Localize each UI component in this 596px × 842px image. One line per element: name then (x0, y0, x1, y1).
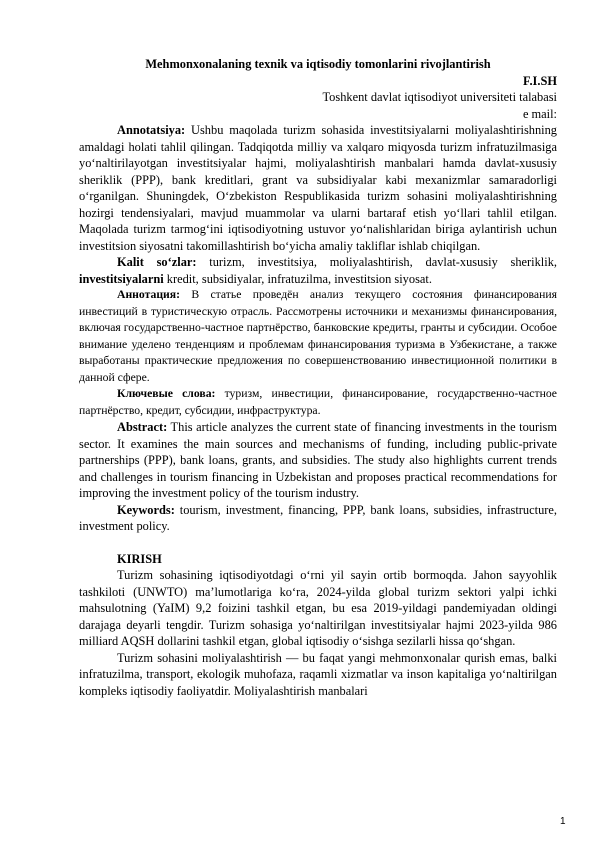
abstract-ru-text: В статье проведён анализ текущего состояния финансирования инвестиций в туристическую отрасль. Рассмотрены источники и механизмы финансирования, включая государственно-частное партнёрство, банковские кредиты, гранты и субсидии. Особое внимание уделено тенденциям и проблемам финансирования туризма в Узбекистане, а также выработаны практические предложения по совершенствованию инвестиционной политики в данной сфере. (79, 288, 557, 384)
keywords-uz-label: Kalit so‘zlar: (117, 255, 197, 269)
keywords-uz (79, 254, 557, 287)
keywords-ru (79, 386, 557, 419)
abstract-en-label: Abstract: (117, 420, 168, 434)
author-affiliation: Toshkent davlat iqtisodiyot universiteti talabasi (322, 90, 557, 104)
abstract-en (79, 419, 557, 502)
page-number: 1 (560, 816, 566, 827)
abstract-uz-label: Annotatsiya: (117, 123, 186, 137)
keywords-uz-bold-term: investitsiyalarni (79, 271, 164, 286)
abstract-uz-text: Ushbu maqolada turizm sohasida investitsiyalarni moliyalashtirishning amaldagi holati tahlil qilingan. Tadqiqotda milliy va xalqaro miqyosda turizm infratuzilmasiga yo‘naltirilayotgan investitsiyalar hajmi, moliyalashtirish manbalari hamda davlat-xususiy sheriklik (PPP), bank kreditlari, grant va subsidiyalar kabi mexanizmlar samaradorligi o‘rganilgan. Shuningdek, O‘zbekiston Respublikasida turizm sohasini moliyalashtirishning hozirgi tendensiyalari, mavjud muammolar va ularni bartaraf etish yo‘llari tahlil etilgan. Maqolada turizm tarmog‘ini iqtisodiyotning ustuvor yo‘nalishlaridan biriga aylantirish uchun investitsion siyosatni takomillashtirish bo‘yicha amaliy takliflar ishlab chiqilgan. (79, 123, 557, 253)
page-content (79, 56, 557, 699)
keywords-en (79, 502, 557, 535)
author-email: e mail: (522, 106, 557, 121)
abstract-en-text: This article analyzes the current state of financing investments in the tourism sector. It examines the main sources and mechanisms of funding, including public-private partnerships (PPP), bank loans, grants, and subsidies. The study also highlights current trends and challenges in tourism financing in Uzbekistan and proposes practical recommendations for improving the investment policy of the tourism industry. (79, 420, 557, 500)
abstract-uz (79, 122, 557, 254)
paper-title: Mehmonxonalaning texnik va iqtisodiy tomonlarini rivojlantirish (145, 57, 491, 71)
author-name: F.I.SH (523, 73, 557, 88)
section-heading-intro: KIRISH (117, 551, 162, 566)
keywords-uz-text-2: kredit, subsidiyalar, infratuzilma, investitsion siyosat. (163, 271, 432, 286)
keywords-en-label: Keywords: (117, 502, 175, 517)
keywords-en-text: tourism, investment, financing, PPP, bank loans, subsidies, infrastructure, investment policy. (79, 502, 557, 533)
section-spacer (79, 535, 557, 551)
abstract-ru-label: Аннотация: (117, 288, 181, 301)
keywords-ru-text: туризм, инвестиции, финансирование, государственно-частное партнёрство, кредит, субсидии, инфраструктура. (79, 387, 557, 417)
intro-paragraph-1: Turizm sohasining iqtisodiyotdagi o‘rni yil sayin ortib bormoqda. Jahon sayyohlik tashkiloti (UNWTO) ma’lumotlariga ko‘ra, 2024-yilda global turizm sektori yalpi ichki mahsulotning (YaIM) 9,2 foizini tashkil etgan, bu esa 2019-yildagi pandemiyadan oldingi darajaga deyarli tengdir. Turizm sohasiga yo‘naltirilgan investitsiyalar hajmi 2023-yilda 986 milliard AQSH dollarini tashkil etgan, global iqtisodiy o‘sishga sezilarli hissa qo‘shgan. (79, 568, 557, 648)
keywords-uz-text-1: turizm, investitsiya, moliyalashtirish, davlat-xususiy sheriklik, (196, 255, 557, 269)
intro-paragraph-2: Turizm sohasini moliyalashtirish — bu faqat yangi mehmonxonalar qurish emas, balki infratuzilma, transport, ekologik muhofaza, raqamli xizmatlar va inson kapitaliga yo‘naltirilgan kompleks iqtisodiy faoliyatdir. Moliyalashtirish manbalari (79, 650, 557, 698)
abstract-ru (79, 287, 557, 386)
keywords-ru-label: Ключевые слова: (117, 387, 216, 400)
